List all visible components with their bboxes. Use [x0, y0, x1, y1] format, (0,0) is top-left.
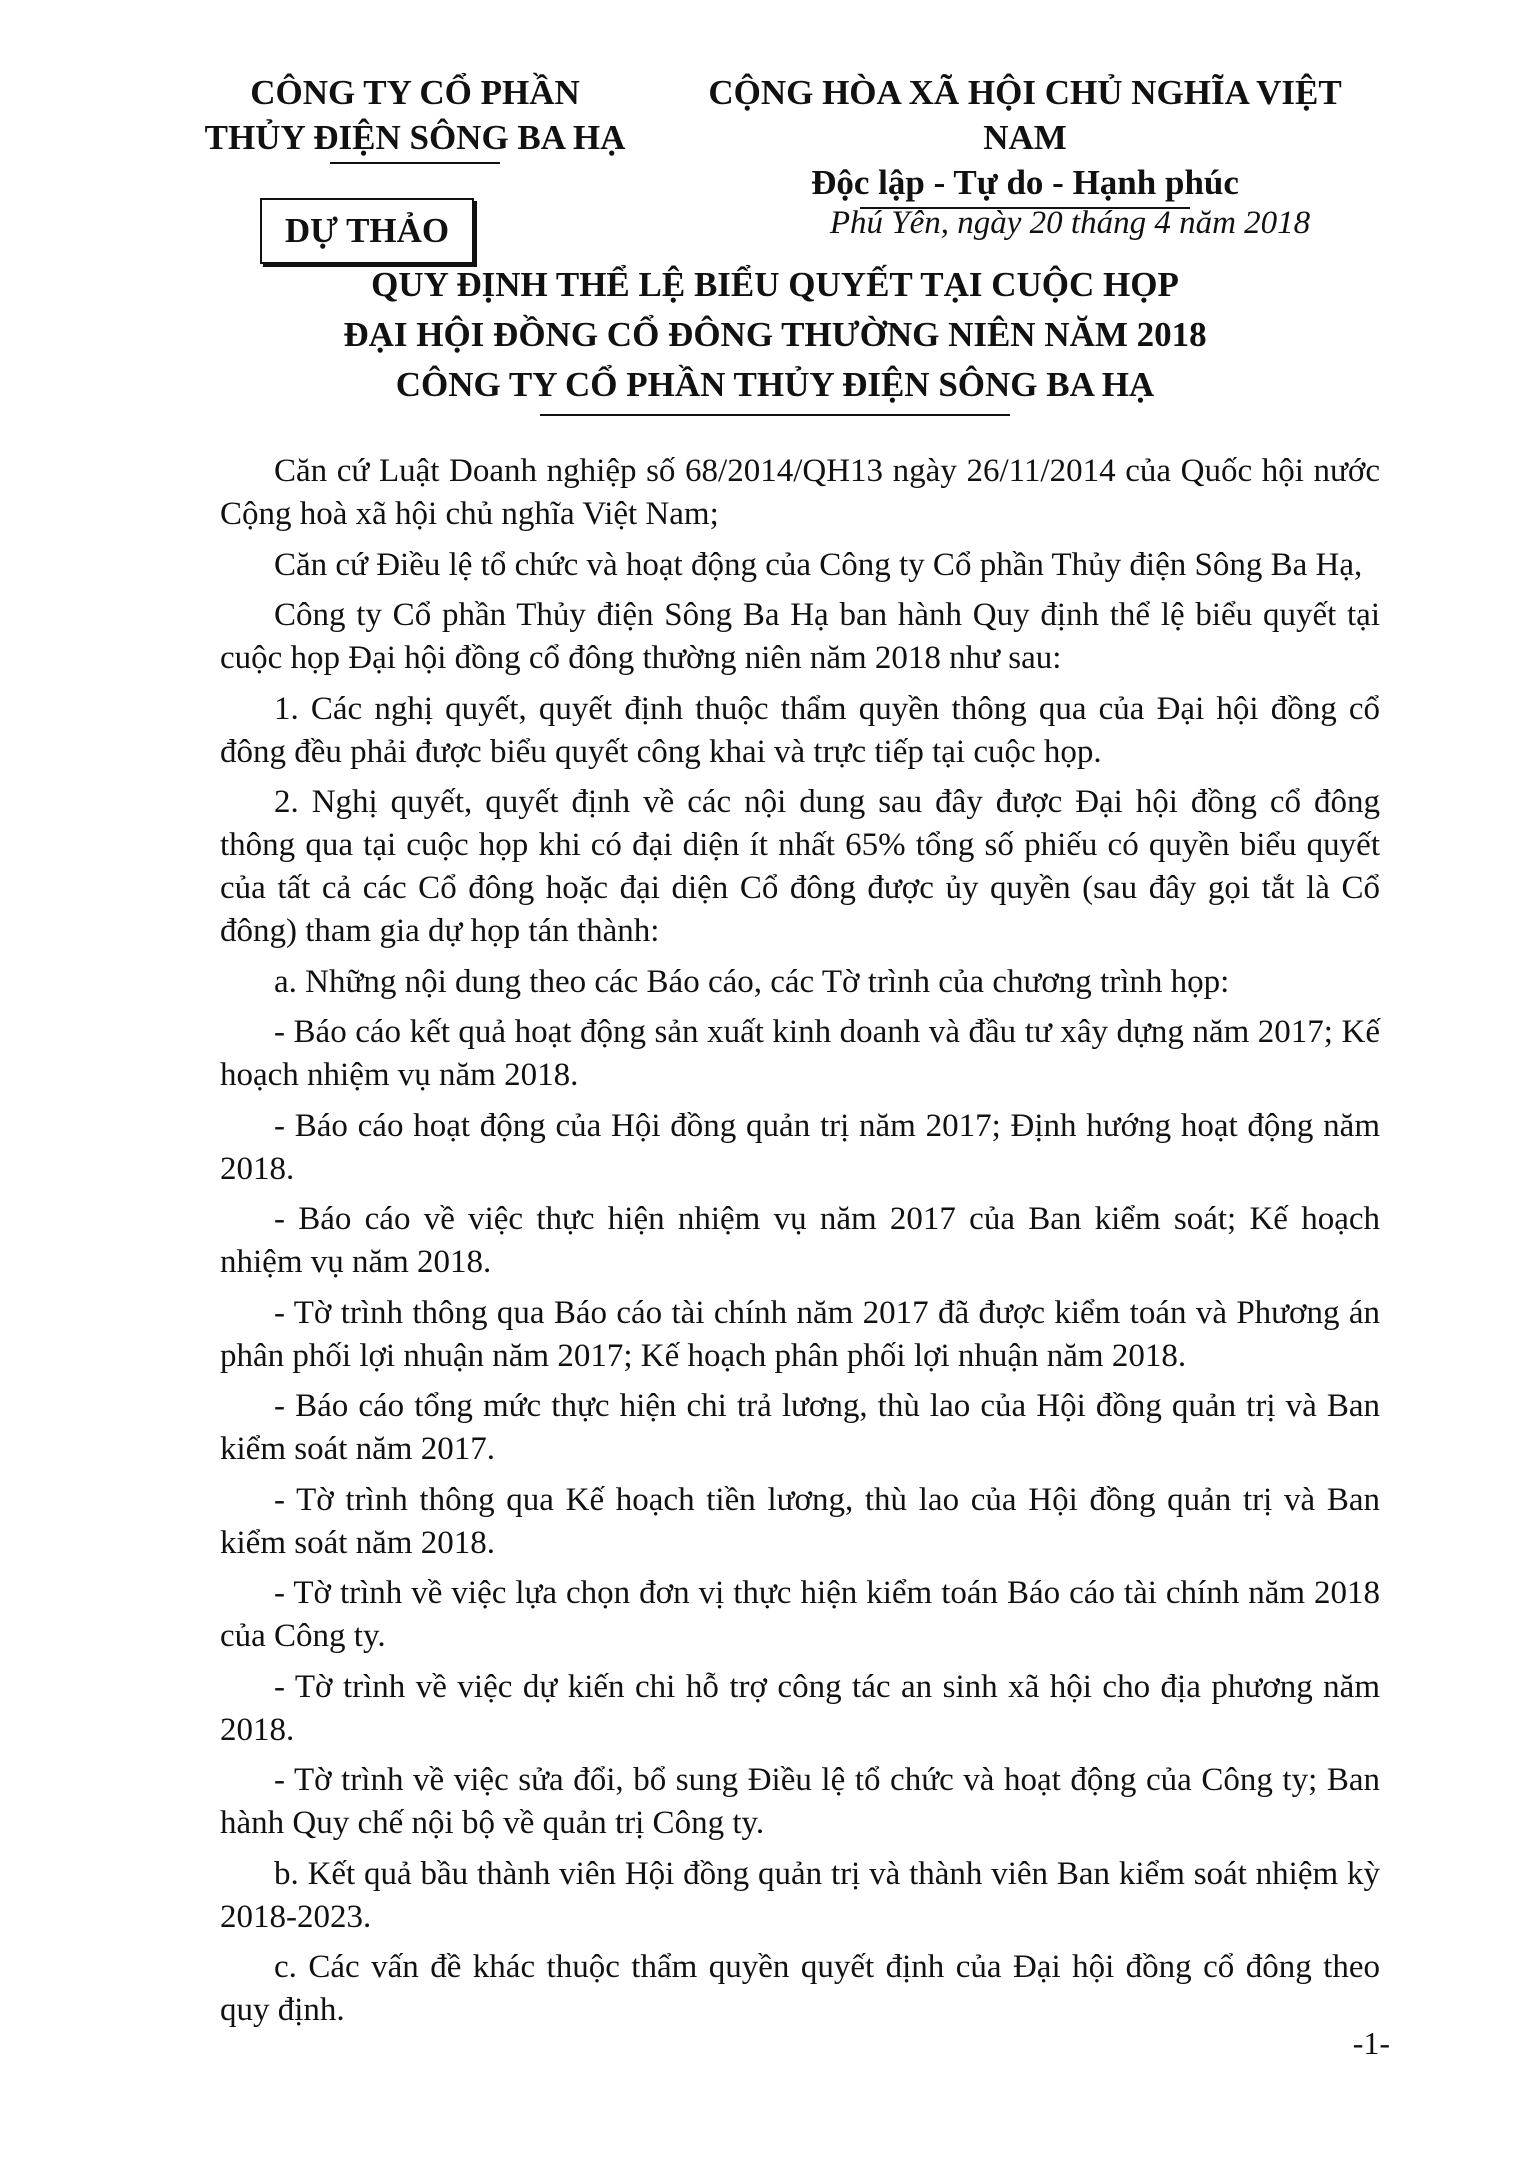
document-body: [220, 450, 1380, 2040]
paragraph: c. Các vấn đề khác thuộc thẩm quyền quyết định của Đại hội đồng cổ đông theo quy định.: [220, 1949, 1380, 2028]
company-header: [200, 70, 630, 164]
date-line: Phú Yên, ngày 20 tháng 4 năm 2018: [829, 205, 1311, 241]
paragraph: - Báo cáo kết quả hoạt động sản xuất kinh doanh và đầu tư xây dựng năm 2017; Kế hoạch nhiệm vụ năm 2018.: [220, 1014, 1380, 1093]
document-title: [220, 260, 1330, 416]
nation-motto: Độc lập - Tự do - Hạnh phúc: [811, 163, 1239, 202]
title-line1: QUY ĐỊNH THỂ LỆ BIỂU QUYẾT TẠI CUỘC HỌP: [371, 265, 1179, 304]
paragraph: - Tờ trình về việc sửa đổi, bổ sung Điều lệ tổ chức và hoạt động của Công ty; Ban hành Quy chế nội bộ về quản trị Công ty.: [220, 1762, 1380, 1841]
paragraph: Căn cứ Điều lệ tổ chức và hoạt động của Công ty Cổ phần Thủy điện Sông Ba Hạ,: [274, 546, 1363, 583]
paragraph: Công ty Cổ phần Thủy điện Sông Ba Hạ ban hành Quy định thể lệ biểu quyết tại cuộc họp Đại hội đồng cổ đông thường niên năm 2018 như sau:: [220, 597, 1380, 676]
paragraph: 2. Nghị quyết, quyết định về các nội dung sau đây được Đại hội đồng cổ đông thông qua tại cuộc họp khi có đại diện ít nhất 65% tổng số phiếu có quyền biểu quyết của tất cả các Cổ đông hoặc đại diện Cổ đông được ủy quyền (sau đây gọi tắt là Cổ đông) tham gia dự họp tán thành:: [220, 784, 1380, 949]
page-number: -1-: [1352, 2025, 1390, 2061]
nation-header: [665, 70, 1385, 209]
company-name-line2: THỦY ĐIỆN SÔNG BA HẠ: [204, 118, 626, 157]
paragraph: - Báo cáo hoạt động của Hội đồng quản trị năm 2017; Định hướng hoạt động năm 2018.: [220, 1107, 1380, 1187]
paragraph: Căn cứ Luật Doanh nghiệp số 68/2014/QH13 ngày 26/11/2014 của Quốc hội nước Cộng hoà xã hội chủ nghĩa Việt Nam;: [220, 453, 1380, 532]
paragraph: b. Kết quả bầu thành viên Hội đồng quản trị và thành viên Ban kiểm soát nhiệm kỳ 2018-2023.: [220, 1855, 1380, 1935]
paragraph: - Tờ trình về việc dự kiến chi hỗ trợ công tác an sinh xã hội cho địa phương năm 2018.: [220, 1668, 1380, 1748]
paragraph: - Tờ trình thông qua Kế hoạch tiền lương, thù lao của Hội đồng quản trị và Ban kiểm soát năm 2018.: [220, 1481, 1380, 1561]
paragraph: - Tờ trình về việc lựa chọn đơn vị thực hiện kiểm toán Báo cáo tài chính năm 2018 của Công ty.: [220, 1575, 1380, 1654]
paragraph: a. Những nội dung theo các Báo cáo, các Tờ trình của chương trình họp:: [274, 963, 1230, 1000]
draft-stamp: DỰ THẢO: [260, 198, 474, 264]
title-underline: [540, 414, 1010, 416]
title-line2: ĐẠI HỘI ĐỒNG CỔ ĐÔNG THƯỜNG NIÊN NĂM 2018: [343, 315, 1207, 354]
paragraph: - Tờ trình thông qua Báo cáo tài chính năm 2017 đã được kiểm toán và Phương án phân phối lợi nhuận năm 2017; Kế hoạch phân phối lợi nhuận năm 2018.: [220, 1294, 1380, 1374]
paragraph: 1. Các nghị quyết, quyết định thuộc thẩm quyền thông qua của Đại hội đồng cổ đông đều phải được biểu quyết công khai và trực tiếp tại cuộc họp.: [220, 690, 1380, 770]
title-line3: CÔNG TY CỔ PHẦN THỦY ĐIỆN SÔNG BA HẠ: [395, 365, 1155, 404]
nation-name: CỘNG HÒA XÃ HỘI CHỦ NGHĨA VIỆT NAM: [708, 73, 1342, 157]
paragraph: - Báo cáo về việc thực hiện nhiệm vụ năm 2017 của Ban kiểm soát; Kế hoạch nhiệm vụ năm 2018.: [220, 1201, 1380, 1280]
company-name-line1: CÔNG TY CỔ PHẦN: [250, 73, 580, 112]
paragraph: - Báo cáo tổng mức thực hiện chi trả lương, thù lao của Hội đồng quản trị và Ban kiểm soát năm 2017.: [220, 1388, 1380, 1467]
company-underline: [330, 162, 500, 164]
